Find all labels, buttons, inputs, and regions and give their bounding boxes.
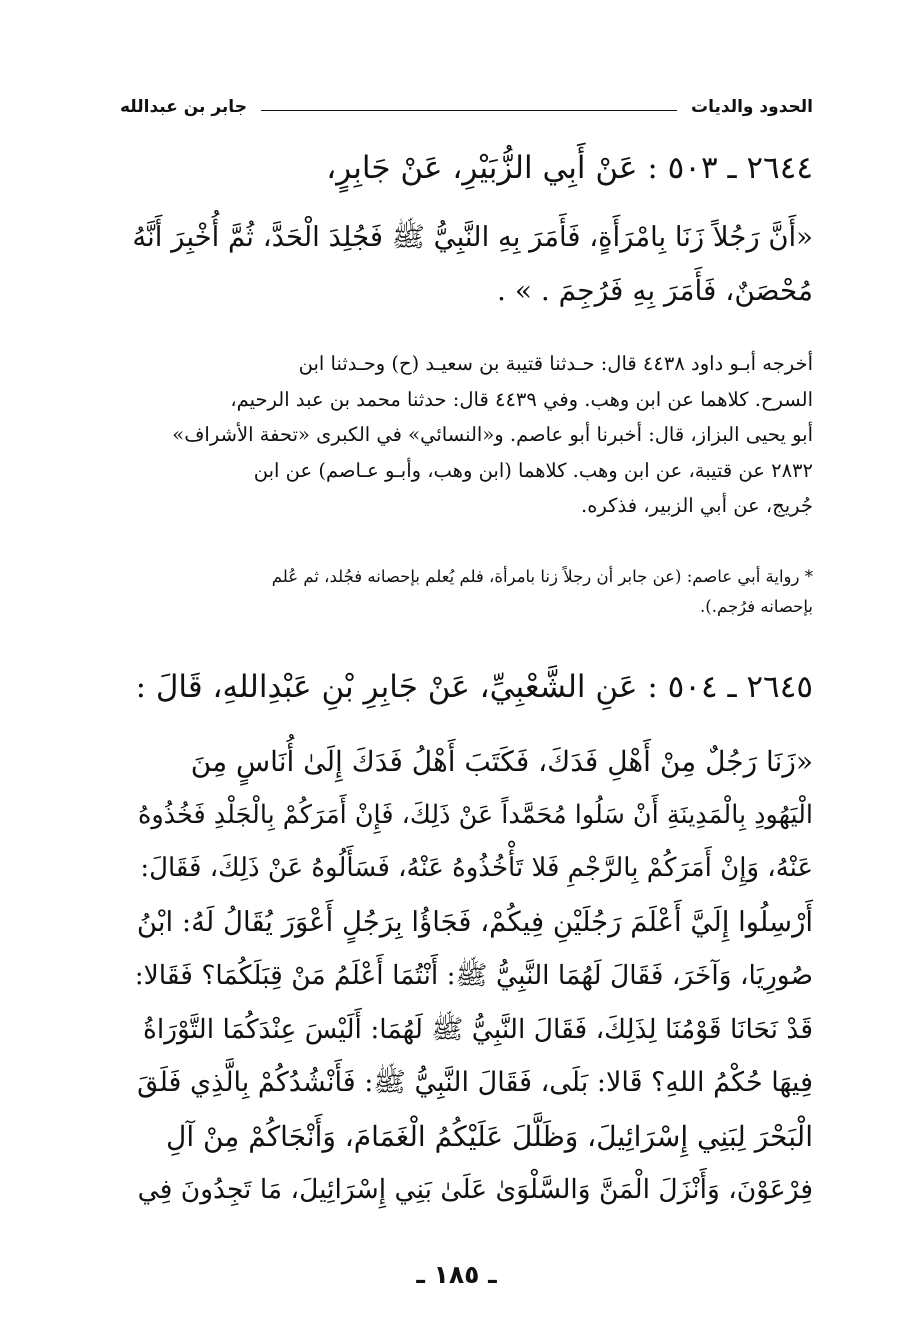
matn-line: عَنْهُ، وَإِنْ أَمَرَكُمْ بِالرَّجْمِ فَلا تَأْخُذُوهُ عَنْهُ، فَسَأَلُوهُ عَنْ ذَلِكَ، فَقَالَ:: [140, 853, 813, 883]
matn-line: «أَنَّ رَجُلاً زَنَا بِامْرَأَةٍ، فَأَمَرَ بِهِ النَّبِيُّ ﷺ فَجُلِدَ الْحَدَّ، ثُمَّ أُخْبِرَ أَنَّهُ: [132, 221, 813, 253]
takhrij-line: أبو يحيى البزاز، قال: أخبرنا أبو عاصم. و«النسائي» في الكبرى «تحفة الأشراف»: [172, 423, 813, 446]
hadith-2644-takhrij: [133, 346, 813, 524]
matn-line: أَرْسِلُوا إِلَيَّ أَعْلَمَ رَجُلَيْنِ فِيكُمْ، فَجَاؤُا بِرَجُلٍ أَعْوَرَ يُقَالُ لَهُ: ابْنُ: [136, 905, 813, 938]
header-book-section: الحدود والديات: [691, 97, 813, 117]
takhrij-line: جُريج، عن أبي الزبير، فذكره.: [581, 494, 813, 517]
hadith-2644-title: ٢٦٤٤ ـ ٥٠٣ : عَنْ أَبِي الزُّبَيْرِ، عَنْ جَابِرٍ،: [326, 150, 813, 186]
hadith-2644-note: [133, 562, 813, 622]
matn-line: الْيَهُودِ بِالْمَدِينَةِ أَنْ سَلُوا مُحَمَّداً عَنْ ذَلِكَ، فَإِنْ أَمَرَكُمْ بِالْجَلْدِ فَخُذُوهُ: [137, 799, 813, 830]
page-number: ـ ١٨٥ ـ: [416, 1260, 497, 1289]
matn-line: صُورِيَا، وَآخَرَ، فَقَالَ لَهُمَا النَّبِيُّ ﷺ: أَنْتُمَا أَعْلَمُ مَنْ قِبَلَكُمَا؟ فَقَالا:: [134, 960, 813, 991]
matn-line: مُحْصَنٌ، فَأَمَرَ بِهِ فَرُجِمَ . » .: [497, 274, 813, 307]
note-line: * رواية أبي عاصم: (عن جابر أن رجلاً زنا بامرأة، فلم يُعلم بإحصانه فجُلد، ثم عُلم: [271, 567, 813, 586]
header-rule: [261, 110, 677, 111]
matn-line: فِرْعَوْنَ، وَأَنْزَلَ الْمَنَّ وَالسَّلْوَىٰ عَلَىٰ بَنِي إِسْرَائِيلَ، مَا تَجِدُونَ فِي: [137, 1174, 813, 1205]
hadith-2645-title: ٢٦٤٥ ـ ٥٠٤ : عَنِ الشَّعْبِيِّ، عَنْ جَابِرِ بْنِ عَبْدِاللهِ، قَالَ :: [135, 669, 813, 705]
takhrij-line: ٢٨٣٢ عن قتيبة، عن ابن وهب. كلاهما (ابن وهب، وأبـو عـاصم) عن ابن: [253, 458, 813, 482]
takhrij-line: السرح. كلاهما عن ابن وهب. وفي ٤٤٣٩ قال: حدثنا محمد بن عبد الرحيم،: [230, 387, 813, 411]
header-narrator: جابر بن عبدالله: [120, 97, 247, 117]
hadith-2644-matn: [133, 210, 813, 318]
hadith-2645-matn: [133, 735, 813, 1217]
takhrij-line: أخرجه أبـو داود ٤٤٣٨ قال: حـدثنا قتيبة بن سعيـد (ح) وحـدثنا ابن: [298, 352, 813, 375]
matn-line: فِيهَا حُكْمُ اللهِ؟ قَالا: بَلَى، فَقَالَ النَّبِيُّ ﷺ: فَأَنْشُدُكُمْ بِالَّذِي فَلَقَ: [137, 1067, 813, 1098]
matn-line: قَدْ نَحَانَا قَوْمُنَا لِذَلِكَ، فَقَالَ النَّبِيُّ ﷺ لَهُمَا: أَلَيْسَ عِنْدَكُمَا التَّوْرَاةُ: [142, 1013, 813, 1045]
running-header: [120, 92, 813, 122]
matn-line: «زَنَا رَجُلٌ مِنْ أَهْلِ فَدَكَ، فَكَتَبَ أَهْلُ فَدَكَ إِلَىٰ أُنَاسٍ مِنَ: [190, 745, 813, 778]
matn-line: الْبَحْرَ لِبَنِي إِسْرَائِيلَ، وَظَلَّلَ عَلَيْكُمُ الْغَمَامَ، وَأَنْجَاكُمْ مِنْ آلِ: [165, 1119, 813, 1153]
note-line: بإحصانه فرُجم.).: [700, 597, 813, 616]
